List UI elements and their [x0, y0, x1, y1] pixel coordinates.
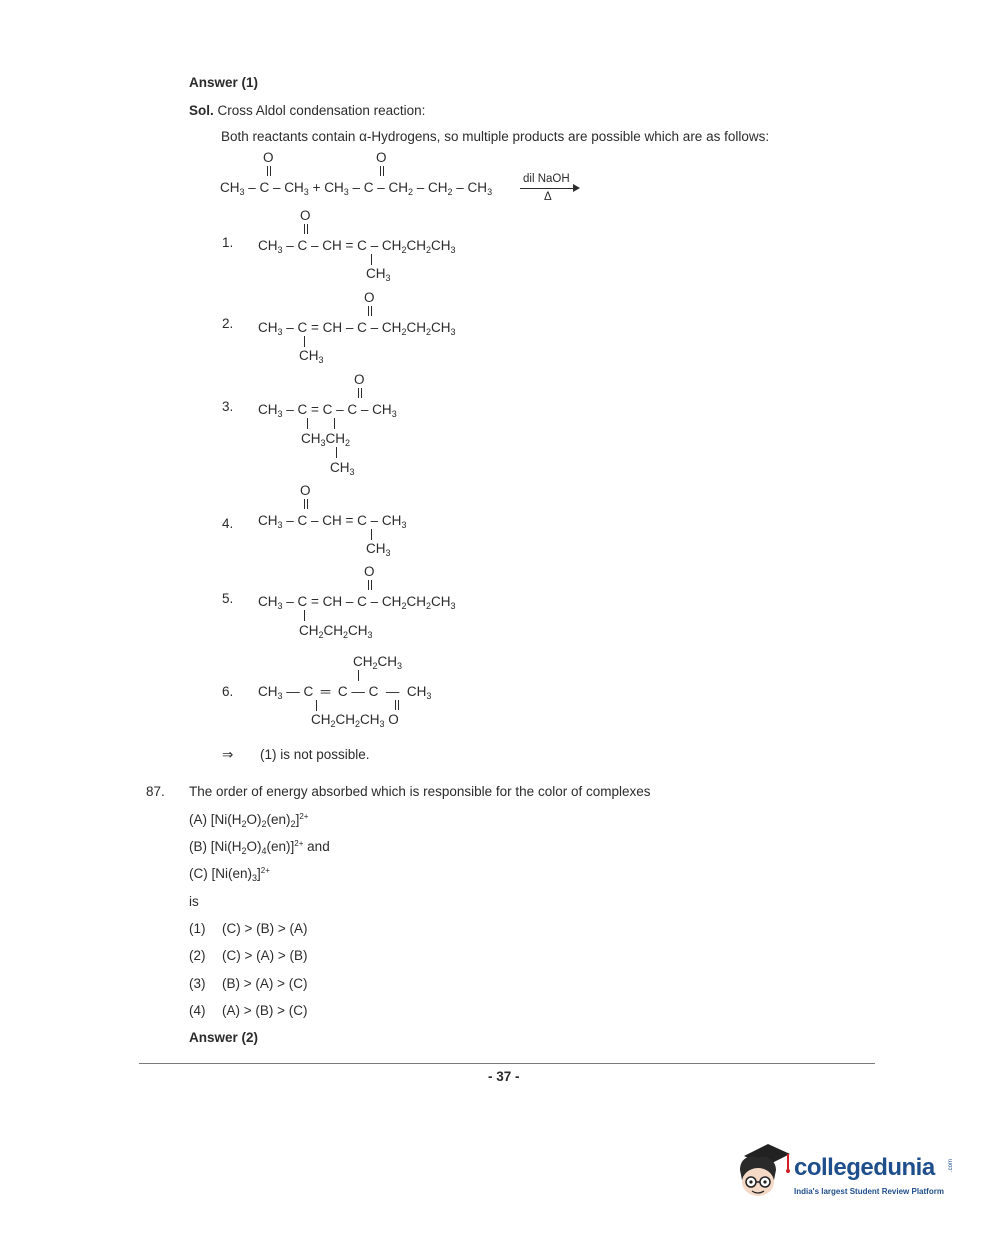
option-1-text: (C) > (B) > (A) — [222, 921, 308, 936]
complex-b — [189, 840, 330, 854]
option-4-text: (A) > (B) > (C) — [222, 1003, 308, 1018]
option-2-number: (2) — [189, 948, 206, 963]
complex-c — [189, 867, 270, 881]
logo-dotcom: .com — [948, 1158, 954, 1172]
complex-c-end: ] — [257, 866, 261, 881]
complex-a-en: (en) — [266, 812, 291, 827]
p3-branch: $CH_3CH_2$ — [301, 431, 351, 448]
option-1-number: (1) — [189, 921, 206, 936]
intro-pre: Both reactants contain — [221, 129, 360, 144]
p5-oxygen: O — [364, 564, 375, 579]
p1-main-chain: $CH_3$ – C – CH = C – $CH_2CH_2CH_3$ — [258, 238, 456, 255]
p2-oxygen: O — [364, 290, 375, 305]
answer-label-87: Answer (2) — [189, 1030, 259, 1045]
p6-main-chain: $CH_3$ — C ═ C — C — $CH_3$ — [258, 684, 432, 701]
complex-b-sub-water: 2 — [241, 846, 247, 856]
implies-arrow: ⇒ — [222, 747, 234, 762]
page-number: - 37 - — [488, 1069, 520, 1084]
p4-double-bond — [304, 499, 308, 509]
conclusion-text: (1) is not possible. — [260, 747, 370, 762]
reaction-arrow — [520, 188, 574, 189]
p3-oxygen: O — [354, 372, 365, 387]
product-6-number: 6. — [222, 684, 234, 699]
complex-a-sub-water: 2 — [241, 819, 247, 829]
complex-a-pre: (A) [Ni(H — [189, 812, 242, 827]
p3-branch-end: $CH_3$ — [330, 460, 355, 477]
p6-bond-left — [316, 700, 317, 711]
arrow-head-icon — [573, 184, 580, 192]
complex-a-end: ] — [295, 812, 300, 827]
p3-bond-b — [334, 418, 335, 429]
logo-wordmark: collegedunia — [794, 1154, 935, 1181]
p5-double-bond — [368, 580, 372, 590]
question-text: The order of energy absorbed which is responsible for the color of complexes — [189, 784, 651, 799]
option-3-text: (B) > (A) > (C) — [222, 976, 308, 991]
p5-bond — [304, 610, 305, 621]
footer-divider — [139, 1063, 875, 1064]
option-2-text: (C) > (A) > (B) — [222, 948, 308, 963]
p3-bond-a — [307, 418, 308, 429]
reactants-formula: $CH_3 - C - CH_3 + CH_3 - C - CH_2 - CH_2 - CH_3$ — [220, 180, 493, 197]
p6-bond-top — [358, 670, 359, 681]
complex-b-sub-count: 4 — [261, 846, 267, 856]
option-4-number: (4) — [189, 1003, 206, 1018]
solution-intro — [221, 130, 769, 144]
complex-a-sub-water-count: 2 — [261, 819, 267, 829]
p4-branch: $CH_3$ — [366, 541, 391, 558]
complex-c-sub-count: 3 — [252, 873, 258, 883]
solution-line — [189, 104, 425, 118]
complex-a-mid: O) — [246, 812, 262, 827]
question-is: is — [189, 894, 199, 909]
p5-branch: $CH_2CH_2CH_3$ — [299, 623, 373, 640]
product-3-number: 3. — [222, 399, 234, 414]
p6-double-bond — [395, 700, 399, 710]
complex-b-and: and — [303, 839, 330, 854]
p1-bond — [371, 254, 372, 265]
p4-bond — [371, 529, 372, 540]
complex-b-charge: 2+ — [294, 839, 304, 848]
p1-oxygen: O — [300, 208, 311, 223]
product-4-number: 4. — [222, 516, 234, 531]
reagent-label: dil NaOH — [523, 173, 570, 185]
p2-double-bond — [368, 306, 372, 316]
complex-b-en: (en)] — [266, 839, 295, 854]
complex-a-sub-en: 2 — [290, 819, 296, 829]
p4-main-chain: $CH_3$ – C – CH = C – $CH_3$ — [258, 513, 407, 530]
p2-main-chain: $CH_3$ – C = CH – C – $CH_2CH_2CH_3$ — [258, 320, 456, 337]
complex-b-pre: (B) [Ni(H — [189, 839, 242, 854]
complex-b-mid: O) — [246, 839, 262, 854]
question-number: 87. — [146, 784, 165, 799]
p5-main-chain: $CH_3$ – C = CH – C – $CH_2CH_2CH_3$ — [258, 594, 456, 611]
complex-c-charge: 2+ — [260, 866, 270, 875]
complex-a — [189, 813, 308, 827]
sol-label: Sol. — [189, 103, 214, 118]
mascot-icon — [736, 1140, 792, 1198]
ketone-oxygen-1: O — [263, 150, 274, 165]
logo-tagline: India's largest Student Review Platform — [794, 1187, 944, 1196]
p3-double-bond — [358, 388, 362, 398]
p1-branch: $CH_3$ — [366, 266, 391, 283]
sol-title: Cross Aldol condensation reaction: — [217, 103, 426, 118]
p3-main-chain: $CH_3 - C = C - C - CH_3$ — [258, 402, 397, 419]
product-5-number: 5. — [222, 591, 234, 606]
collegedunia-logo — [736, 1138, 966, 1208]
double-bond-1 — [267, 166, 271, 176]
answer-label-86: Answer (1) — [189, 75, 259, 90]
ketone-oxygen-2: O — [376, 150, 387, 165]
product-2-number: 2. — [222, 316, 234, 331]
option-3-number: (3) — [189, 976, 206, 991]
product-1-number: 1. — [222, 235, 234, 250]
p6-bottom-branch: $CH_2CH_2CH_3$ O — [311, 712, 399, 729]
p2-bond — [304, 336, 305, 347]
double-bond-2 — [380, 166, 384, 176]
complex-a-charge: 2+ — [299, 812, 309, 821]
alpha-symbol: α — [359, 129, 367, 144]
complex-c-pre: (C) [Ni(en) — [189, 866, 252, 881]
p3-bond-c — [336, 447, 337, 458]
intro-post: -Hydrogens, so multiple products are possible which are as follows: — [366, 129, 770, 144]
p1-double-bond — [304, 224, 308, 234]
heat-symbol: Δ — [544, 191, 552, 203]
p2-branch: $CH_3$ — [299, 348, 324, 365]
p4-oxygen: O — [300, 483, 311, 498]
p6-top-branch: $CH_2CH_3$ — [353, 654, 403, 671]
